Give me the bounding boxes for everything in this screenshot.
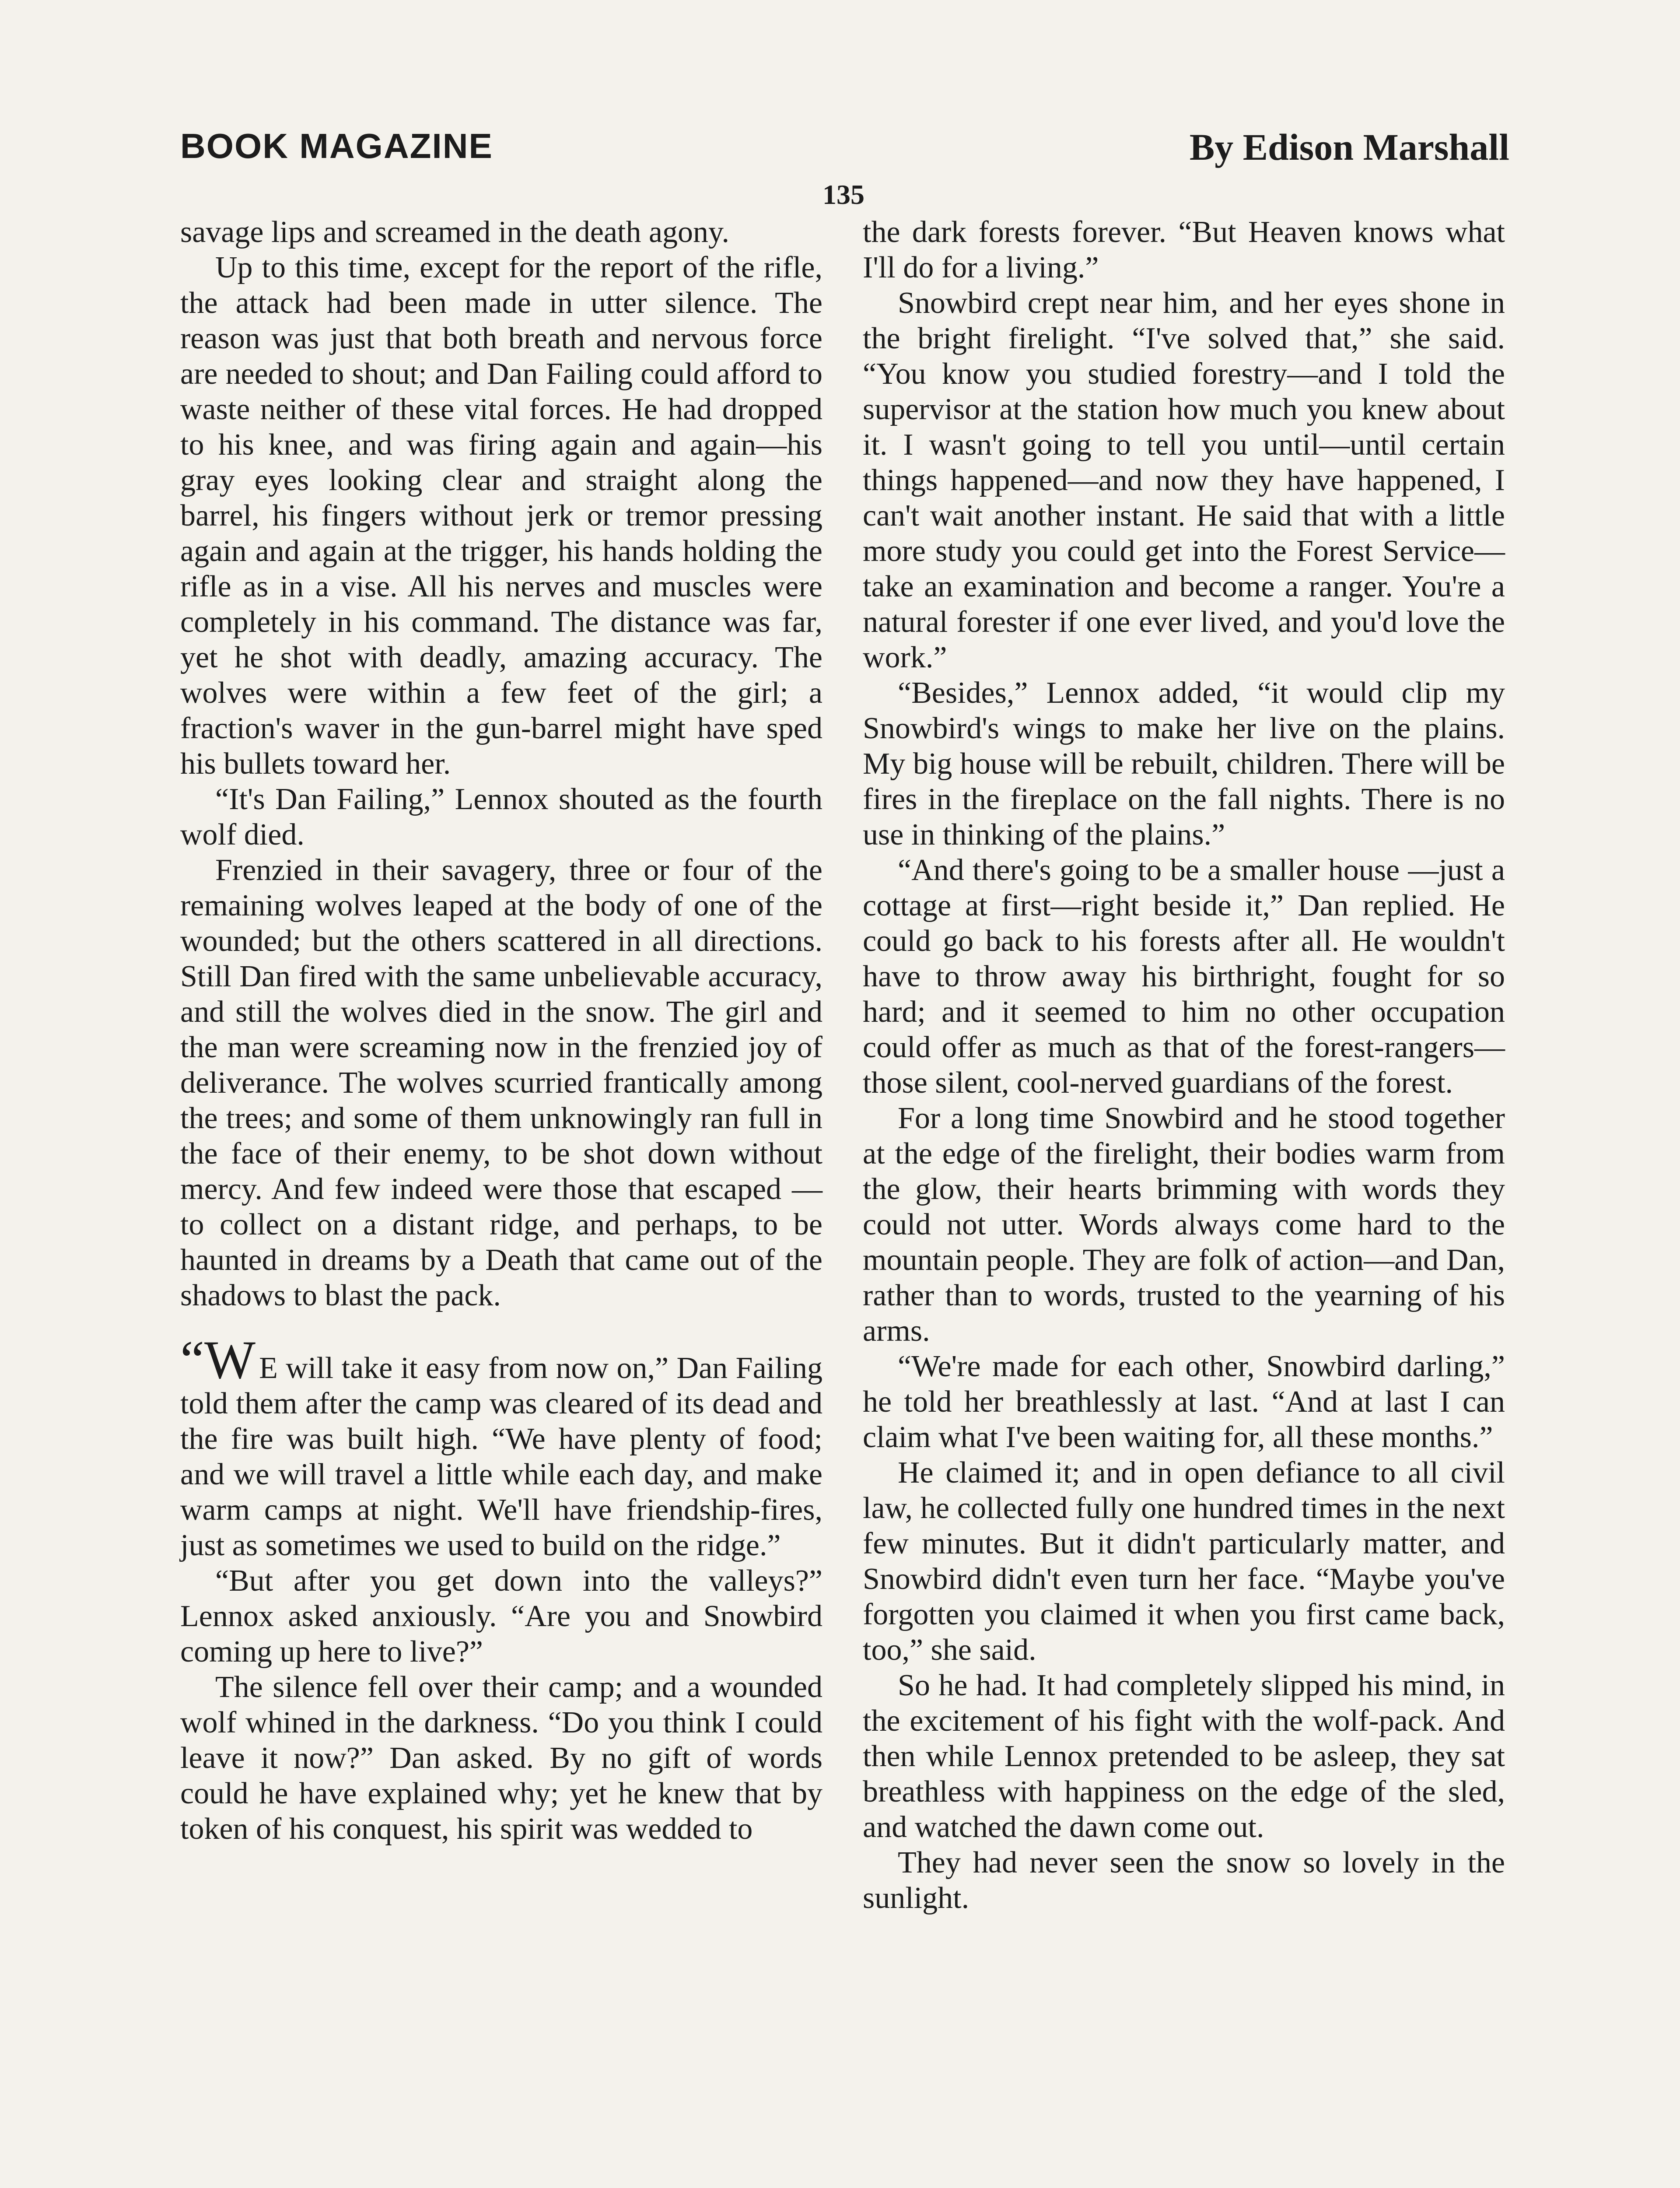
paragraph: the dark forests forever. “But Heaven knows what I'll do for a living.”	[863, 215, 1505, 284]
paragraph: They had never seen the snow so lovely in the sunlight.	[863, 1846, 1505, 1915]
section-opening-text: E will take it easy from now on,” Dan Failing told them after the camp was cleared of its dead and the fire was built high. “We have plenty of food; and we will travel a little while each day, and make warm camps at night. We'll have friendship-fires, just as sometimes we used to build on the ridge.”	[180, 1351, 822, 1562]
section-opening-paragraph	[180, 1330, 822, 1563]
paragraph: For a long time Snowbird and he stood together at the edge of the firelight, their bodies warm from the glow, their hearts brimming with words they could not utter. Words always come hard to the mountain people. They are folk of action—and Dan, rather than to words, trusted to the yearning of his arms.	[863, 1101, 1505, 1348]
page-number: 135	[822, 179, 864, 210]
paragraph: The silence fell over their camp; and a wounded wolf whined in the darkness. “Do you think I could leave it now?” Dan asked. By no gift of words could he have explained why; yet he knew that by token of his conquest, his spirit was wedded to	[180, 1670, 822, 1846]
running-head-author: By Edison Marshall	[1189, 126, 1509, 168]
paragraph: Up to this time, except for the report of the rifle, the attack had been made in utter silence. The reason was just that both breath and nervous force are needed to shout; and Dan Failing could afford to waste neither of these vital forces. He had dropped to his knee, and was firing again and again—his gray eyes looking clear and straight along the barrel, his fingers without jerk or tremor pressing again and again at the trigger, his hands holding the rifle as in a vise. All his nerves and muscles were completely in his command. The distance was far, yet he shot with deadly, amazing accuracy. The wolves were within a few feet of the girl; a fraction's waver in the gun-barrel might have sped his bullets toward her.	[180, 251, 822, 781]
paragraph: “But after you get down into the valleys?” Lennox asked anxiously. “Are you and Snowbird coming up here to live?”	[180, 1564, 822, 1669]
paragraph: So he had. It had completely slipped his mind, in the excitement of his fight with the wolf-pack. And then while Lennox pretended to be asleep, they sat breathless with happiness on the edge of the sled, and watched the dawn come out.	[863, 1669, 1505, 1844]
paragraph: “We're made for each other, Snowbird darling,” he told her breathlessly at last. “And at last I can claim what I've been waiting for, all these months.”	[863, 1350, 1505, 1454]
paragraph: savage lips and screamed in the death agony.	[180, 215, 730, 249]
paragraph: Frenzied in their savagery, three or four of the remaining wolves leaped at the body of one of the wounded; but the others scattered in all directions. Still Dan fired with the same unbelievable accuracy, and still the wolves died in the snow. The girl and the man were screaming now in the frenzied joy of deliverance. The wolves scurried frantically among the trees; and some of them unknowingly ran full in the face of their enemy, to be shot down without mercy. And few indeed were those that escaped —to collect on a distant ridge, and perhaps, to be haunted in dreams by a Death that came out of the shadows to blast the pack.	[180, 853, 822, 1312]
paragraph: He claimed it; and in open defiance to all civil law, he collected fully one hundred times in the next few minutes. But it didn't particularly matter, and Snowbird didn't even turn her face. “Maybe you've forgotten you claimed it when you first came back, too,” she said.	[863, 1456, 1505, 1667]
left-text-column	[180, 214, 822, 1847]
paragraph: “Besides,” Lennox added, “it would clip my Snowbird's wings to make her live on the plains. My big house will be rebuilt, children. There will be fires in the fireplace on the fall nights. There is no use in thinking of the plains.”	[863, 676, 1505, 852]
paragraph: “It's Dan Failing,” Lennox shouted as the fourth wolf died.	[180, 782, 822, 852]
drop-cap: “W	[180, 1330, 256, 1390]
paragraph: “And there's going to be a smaller house —just a cottage at first—right beside it,” Dan replied. He could go back to his forests after all. He wouldn't have to throw away his birthright, fought for so hard; and it seemed to him no other occupation could offer as much as that of the forest-rangers—those silent, cool-nerved guardians of the forest.	[863, 853, 1505, 1100]
running-head-publication: BOOK MAGAZINE	[180, 126, 493, 165]
right-text-column	[863, 214, 1505, 1916]
paragraph: Snowbird crept near him, and her eyes shone in the bright firelight. “I've solved that,” she said. “You know you studied forestry—and I told the supervisor at the station how much you knew about it. I wasn't going to tell you until—until certain things happened—and now they have happened, I can't wait another instant. He said that with a little more study you could get into the Forest Service—take an examination and become a ranger. You're a natural forester if one ever lived, and you'd love the work.”	[863, 286, 1505, 674]
